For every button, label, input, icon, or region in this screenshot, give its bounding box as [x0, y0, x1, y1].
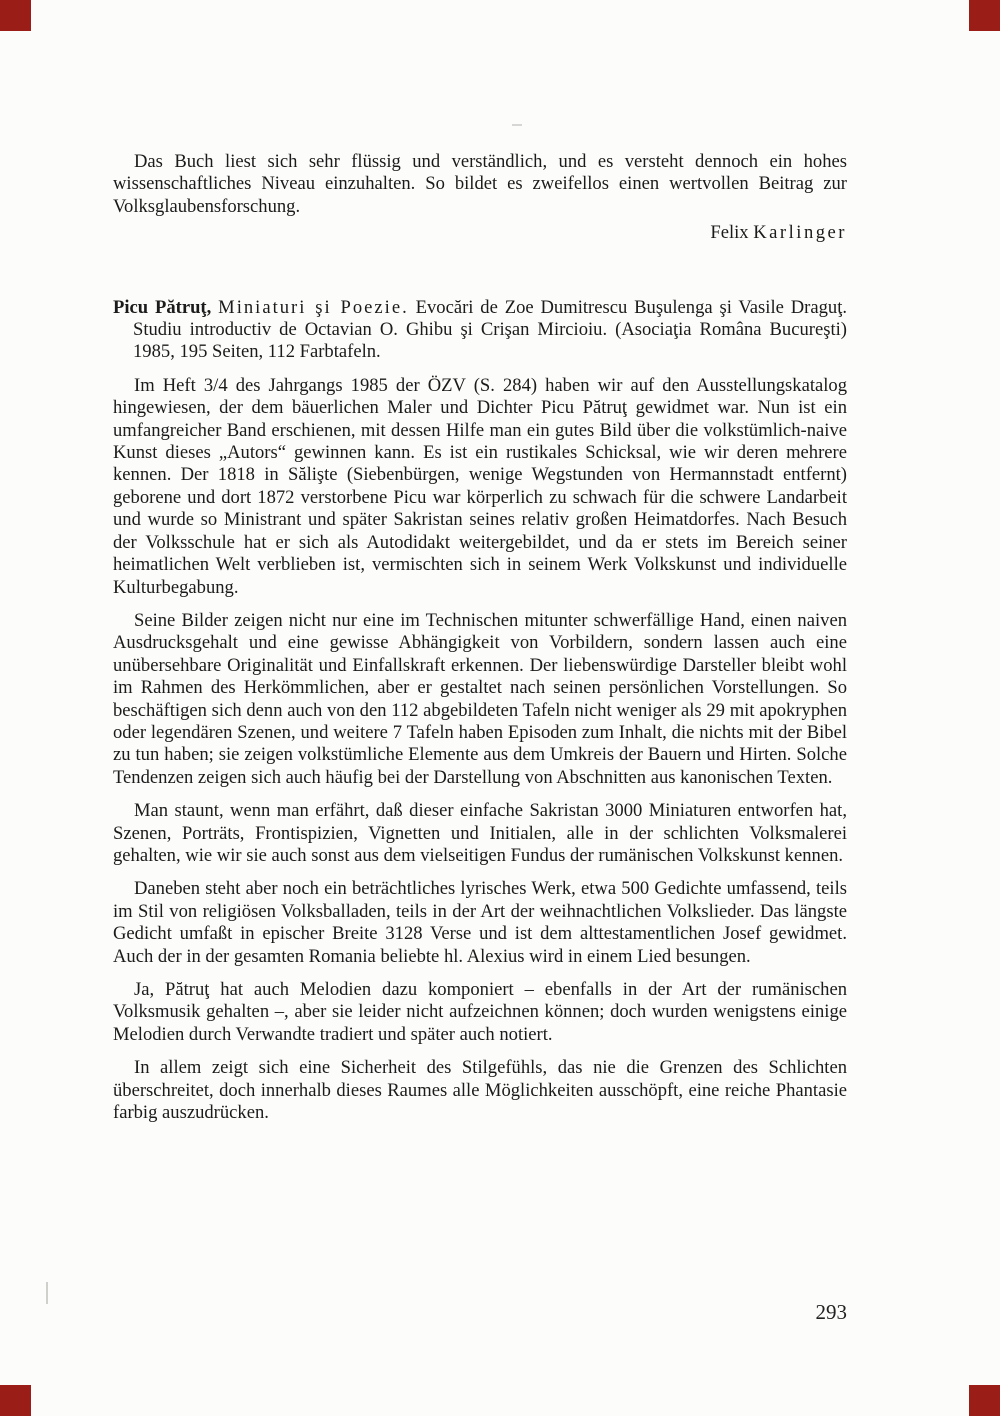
review-paragraph-2: Seine Bilder zeigen nicht nur eine im Technischen mitunter schwerfällige Hand, einen naiven Ausdrucksgehalt und eine gewisse Abhängigkeit von Vorbildern, sondern lassen auch eine unübersehbare Originalität und Einfallskraft erkennen. Der liebenswürdige Darsteller bleibt wohl im Rahmen des Herkömmlichen, aber er gestaltet nach seinen persönlichen Vorstellungen. So beschäftigen sich denn auch von den 112 abgebildeten Tafeln nicht weniger als 29 mit apokryphen oder legendären Szenen, und weitere 7 Tafeln haben Episoden zum Inhalt, die nichts mit der Bibel zu tun haben; sie zeigen volkstümliche Elemente aus dem Umkreis der Bauern und Hirten. Solche Tendenzen zeigen sich auch häufig bei der Darstellung von Abschnitten aus kanonischen Texten.: [113, 609, 847, 788]
corner-registration-mark-top-right: [969, 0, 1000, 31]
bibliographic-details: Evocări de Zoe Dumitrescu Buşulenga şi Vasile Draguţ. Studiu introductiv de Octavian O. Ghibu şi Crişan Mircioiu. (Asociaţia Româna Bucureşti) 1985, 195 Seiten, 112 Farbtafeln.: [133, 296, 848, 363]
page-number: 293: [815, 1300, 847, 1324]
reviewer-last-name: Karlinger: [753, 222, 847, 244]
corner-registration-mark-top-left: [0, 0, 31, 31]
reviewer-first-name: Felix: [710, 222, 749, 244]
corner-registration-mark-bottom-right: [969, 1385, 1000, 1416]
review-paragraph-3: Man staunt, wenn man erfährt, daß dieser einfache Sakristan 3000 Miniaturen entworfen hat, Szenen, Porträts, Frontispizien, Vignetten und Initialen, alle in der schlichten Volksmalerei gehalten, wie wir sie auch sonst aus dem vielseitigen Fundus der rumänischen Volkskunst kennen.: [113, 800, 847, 866]
review-paragraph-6: In allem zeigt sich eine Sicherheit des Stilgefühls, das nie die Grenzen des Schlichten überschreitet, doch innerhalb dieses Raumes alle Möglichkeiten ausschöpft, eine reiche Phantasie farbig auszudrücken.: [113, 1057, 847, 1124]
book-title-spaced: Miniaturi şi Poezie.: [218, 296, 409, 318]
scan-artifact-dash: [512, 124, 522, 126]
scan-artifact-line: [46, 1282, 48, 1304]
bibliographic-heading: [113, 297, 847, 364]
review-paragraph-1: Im Heft 3/4 des Jahrgangs 1985 der ÖZV (S. 284) haben wir auf den Ausstellungskatalog hingewiesen, der dem bäuerlichen Maler und Dichter Picu Pătruţ gewidmet war. Nun ist ein umfangreicher Band erschienen, mit dessen Hilfe man ein gutes Bild über die volkstümlich-naive Kunst dieses „Autors“ gewinnen kann. Es ist ein rustikales Schicksal, wie wir deren mehrere kennen. Der 1818 in Sălişte (Siebenbürgen, wenige Wegstunden von Hermannstadt entfernt) geborene und dort 1872 verstorbene Picu war körperlich zu schwach für die schwere Landarbeit und wurde so Ministrant und später Sakristan seines relativ großen Heimatdorfes. Nach Besuch der Volksschule hat er sich als Autodidakt weitergebildet, und da er stets im Bereich seiner heimatlichen Welt verblieben ist, vermischten sich in seinem Werk Volkskunst und individuelle Kulturbegabung.: [113, 374, 847, 598]
previous-review-closing-paragraph: Das Buch liest sich sehr flüssig und verständlich, und es versteht dennoch ein hohes wissenschaftliches Niveau einzuhalten. So bildet es zweifellos einen wertvollen Beitrag zur Volksglaubensforschung.: [113, 151, 847, 217]
corner-registration-mark-bottom-left: [0, 1385, 31, 1416]
book-author-bold: Picu Pătruţ,: [113, 296, 212, 318]
reviewer-signature: [113, 222, 847, 244]
review-paragraph-5: Ja, Pătruţ hat auch Melodien dazu komponiert – ebenfalls in der Art der rumänischen Volksmusik gehalten –, aber sie leider nicht aufzeichnen können; doch wurden wenigstens einige Melodien durch Verwandte tradiert und später auch notiert.: [113, 979, 847, 1045]
review-paragraph-4: Daneben steht aber noch ein beträchtliches lyrisches Werk, etwa 500 Gedichte umfassend, teils im Stil von religiösen Volksballaden, teils in der Art der weihnachtlichen Volkslieder. Das längste Gedicht umfaßt in epischer Breite 3128 Verse und ist dem alttestamentlichen Josef gewidmet. Auch der in der gesamten Romania beliebte hl. Alexius wird in einem Lied besungen.: [113, 878, 847, 967]
text-block: [113, 151, 847, 1124]
